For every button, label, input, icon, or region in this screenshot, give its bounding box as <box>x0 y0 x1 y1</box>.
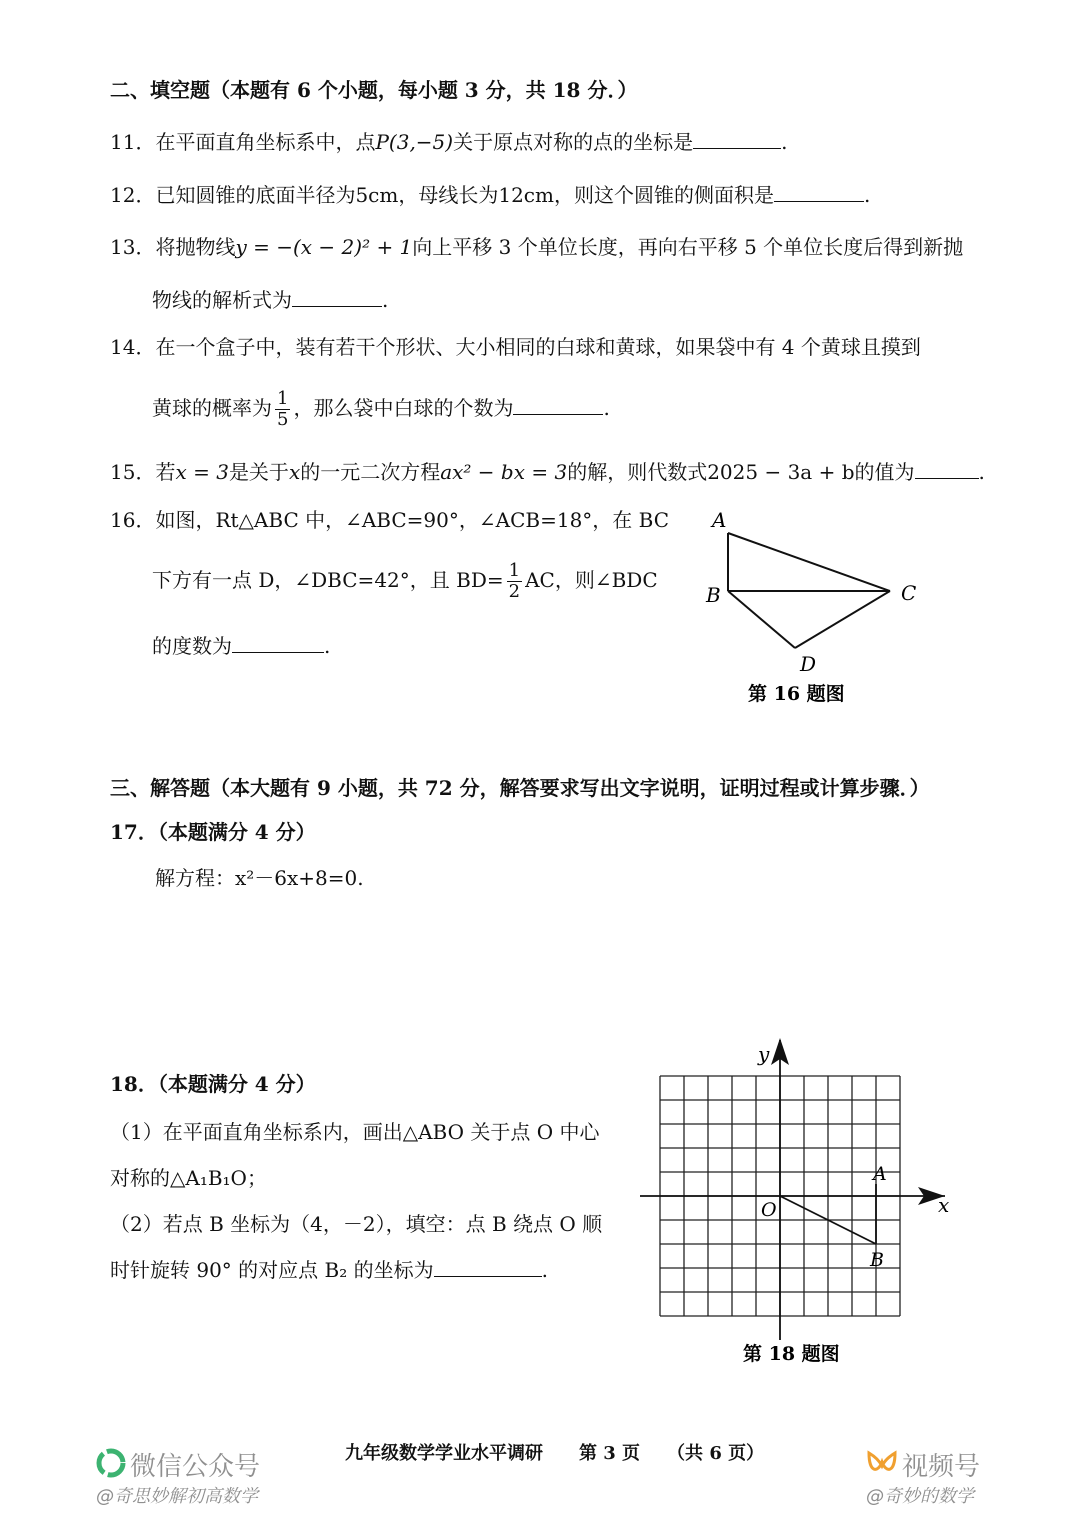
question-text: 关于原点对称的点的坐标是 <box>453 130 694 154</box>
question-15 <box>110 460 985 484</box>
watermark-left-handle: @奇思妙解初高数学 <box>96 1486 258 1507</box>
fraction-numerator: 1 <box>277 388 289 409</box>
question-18-part2-cont <box>110 1258 548 1282</box>
period: . <box>863 183 871 207</box>
question-13-line2 <box>152 288 388 312</box>
question-12 <box>110 183 870 207</box>
answer-blank[interactable] <box>774 183 864 202</box>
question-text: 是关于 <box>228 460 289 484</box>
watermark-left-title: 微信公众号 <box>130 1452 261 1482</box>
condition: x = 3 <box>175 460 229 484</box>
watermark-right-title: 视频号 <box>902 1452 981 1482</box>
question-text: 如图，Rt△ABC 中，∠ABC=90°，∠ACB=18°，在 BC <box>155 508 670 532</box>
question-16-line3 <box>152 634 330 658</box>
fraction-denominator: 2 <box>508 581 521 602</box>
label-b: B <box>870 1249 884 1271</box>
question-11 <box>110 130 787 154</box>
variable: x <box>288 460 301 484</box>
fraction <box>507 561 522 602</box>
question-text: 下方有一点 D，∠DBC=42°，且 BD= <box>152 568 504 592</box>
question-text: 若 <box>155 460 176 484</box>
figure-16 <box>690 505 940 715</box>
label-b: B <box>706 583 721 607</box>
label-a: A <box>712 508 727 532</box>
question-text: 时针旋转 90° 的对应点 B₂ 的坐标为 <box>110 1258 434 1282</box>
segment-dc <box>795 591 890 648</box>
question-number: 11． <box>110 130 156 154</box>
question-16 <box>110 508 669 532</box>
question-number: 18． <box>110 1072 158 1096</box>
answer-blank[interactable] <box>513 396 603 415</box>
question-18-part1: （1）在平面直角坐标系内，画出△ABO 关于点 O 中心 <box>110 1120 600 1144</box>
wechat-channel-icon <box>96 1448 126 1478</box>
answer-blank[interactable] <box>232 634 324 653</box>
question-number: 12． <box>110 183 156 207</box>
answer-blank[interactable] <box>434 1258 542 1277</box>
fraction <box>275 389 290 430</box>
question-18-part2: （2）若点 B 坐标为（4，－2），填空：点 B 绕点 O 顺 <box>110 1212 603 1236</box>
question-text: 的一元二次方程 <box>300 460 441 484</box>
question-text: 物线的解析式为 <box>152 288 292 312</box>
question-16-line2 <box>152 556 658 604</box>
question-18-header <box>110 1072 316 1096</box>
section-3-title: 三、解答题（本大题有 9 小题，共 72 分，解答要求写出文字说明，证明过程或计算步骤．） <box>110 776 930 800</box>
expression: 2025 − 3a + b <box>707 460 855 484</box>
question-17-text: 解方程：x²－6x+8=0. <box>155 866 364 890</box>
label-c: C <box>901 581 917 605</box>
question-score: （本题满分 4 分） <box>157 1072 316 1096</box>
question-text: 向上平移 3 个单位长度，再向右平移 5 个单位长度后得到新抛 <box>412 235 964 259</box>
question-13 <box>110 235 963 259</box>
label-x: x <box>938 1193 950 1217</box>
period: . <box>382 288 389 312</box>
period: . <box>978 460 985 484</box>
question-number: 15． <box>110 460 156 484</box>
question-number: 13． <box>110 235 156 259</box>
segment-ac <box>728 533 890 591</box>
answer-blank[interactable] <box>693 130 781 149</box>
answer-blank[interactable] <box>292 288 382 307</box>
point-p: P(3,−5) <box>375 130 454 154</box>
question-text: 将抛物线 <box>155 235 236 259</box>
figure-caption: 第 16 题图 <box>748 683 845 705</box>
question-text: ，那么袋中白球的个数为 <box>293 396 514 420</box>
question-number: 17． <box>110 820 158 844</box>
page-footer: 九年级数学学业水平调研 第 3 页 （共 6 页） <box>345 1443 765 1464</box>
figure-caption: 第 18 题图 <box>743 1343 840 1365</box>
question-score: （本题满分 4 分） <box>157 820 316 844</box>
label-y: y <box>758 1042 770 1066</box>
label-d: D <box>800 652 817 676</box>
question-number: 16． <box>110 508 156 532</box>
question-text: 的值为 <box>854 460 915 484</box>
question-14 <box>110 335 921 359</box>
video-channel-icon <box>866 1448 898 1478</box>
period: . <box>603 396 610 420</box>
question-number: 14． <box>110 335 156 359</box>
figure-18 <box>640 1030 970 1370</box>
question-text: 在平面直角坐标系中，点 <box>155 130 376 154</box>
period: . <box>541 1258 548 1282</box>
question-17-header <box>110 820 316 844</box>
question-text: 已知圆锥的底面半径为5cm，母线长为12cm，则这个圆锥的侧面积是 <box>155 183 774 207</box>
watermark-right-handle: @奇妙的数学 <box>866 1486 974 1507</box>
segment-bd <box>728 591 795 648</box>
fraction-denominator: 5 <box>277 409 289 430</box>
question-text: 黄球的概率为 <box>152 396 272 420</box>
question-text: AC，则∠BDC <box>525 568 658 592</box>
question-text: 在一个盒子中，装有若干个形状、大小相同的白球和黄球，如果袋中有 4 个黄球且摸到 <box>155 335 921 359</box>
period: . <box>324 634 331 658</box>
answer-blank[interactable] <box>915 460 979 479</box>
label-o: O <box>761 1199 777 1221</box>
fraction-numerator: 1 <box>508 560 521 581</box>
question-text: 的解，则代数式 <box>567 460 708 484</box>
question-14-line2 <box>152 384 610 432</box>
parabola-expression: y = −(x − 2)² + 1 <box>235 235 413 259</box>
equation: ax² − bx = 3 <box>440 460 568 484</box>
section-2-title: 二、填空题（本题有 6 个小题，每小题 3 分，共 18 分．） <box>110 78 638 102</box>
period: . <box>781 130 788 154</box>
label-a: A <box>873 1163 887 1185</box>
question-18-part1-cont: 对称的△A₁B₁O； <box>110 1166 267 1190</box>
question-text: 的度数为 <box>152 634 232 658</box>
